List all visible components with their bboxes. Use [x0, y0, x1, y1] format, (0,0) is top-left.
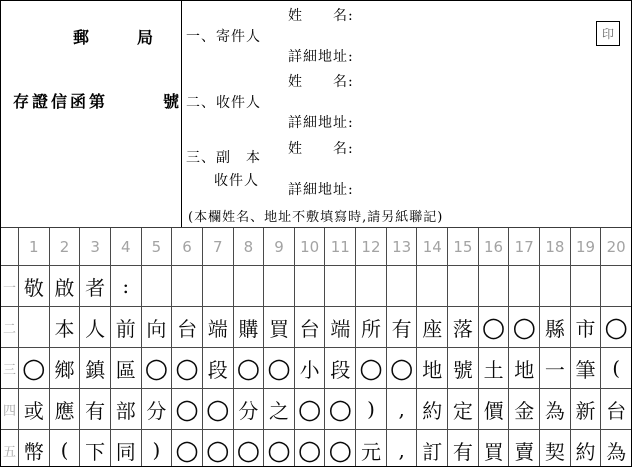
grid-cell[interactable]	[478, 266, 509, 306]
recipient-name-label: 姓 名:	[288, 74, 354, 90]
grid-cell: 段	[202, 348, 233, 388]
recipient-name-field	[288, 71, 591, 91]
grid-cell: ○	[263, 348, 294, 388]
grid-cell: 有	[447, 430, 478, 467]
grid-cell: 賣	[508, 430, 539, 467]
grid-cell: ,	[386, 430, 417, 467]
sender-address-label: 詳細地址:	[288, 49, 354, 65]
grid-cell: 小	[294, 348, 325, 388]
grid-cell: 之	[263, 389, 294, 429]
grid-column-number: 18	[539, 228, 570, 265]
grid-column-number: 6	[171, 228, 202, 265]
grid-cell: 前	[110, 307, 141, 347]
recipient-name-value[interactable]	[354, 72, 591, 86]
grid-cell: 區	[110, 348, 141, 388]
grid-column-number: 15	[447, 228, 478, 265]
grid-cell: 購	[233, 307, 264, 347]
post-office-title	[73, 25, 153, 48]
grid-column-number: 17	[508, 228, 539, 265]
grid-cell: 契	[539, 430, 570, 467]
grid-cell[interactable]	[171, 266, 202, 306]
grid-column-number: 7	[202, 228, 233, 265]
grid-cell: 鎮	[79, 348, 110, 388]
grid-column-number: 5	[141, 228, 172, 265]
grid-cell: 人	[79, 307, 110, 347]
grid-cell: ○	[294, 430, 325, 467]
sender-address-value[interactable]	[354, 47, 591, 61]
grid-cell[interactable]	[416, 266, 447, 306]
grid-cell[interactable]	[324, 266, 355, 306]
grid-column-number: 14	[416, 228, 447, 265]
grid-cell: ○	[600, 307, 631, 347]
grid-cell: 座	[416, 307, 447, 347]
grid-cell: 或	[18, 389, 49, 429]
grid-cell: 台	[171, 307, 202, 347]
grid-cell: 落	[447, 307, 478, 347]
grid-cell: 同	[110, 430, 141, 467]
grid-cell: ○	[18, 348, 49, 388]
grid-cell: 約	[570, 430, 601, 467]
grid-cell: 為	[600, 430, 631, 467]
sender-name-label: 姓 名:	[288, 8, 354, 24]
grid-row-label: 二	[2, 321, 16, 337]
grid-cell: ○	[294, 389, 325, 429]
grid-cell: 價	[478, 389, 509, 429]
grid-cell: )	[141, 430, 172, 467]
seal-stamp-box	[596, 21, 620, 46]
grid-cell[interactable]	[539, 266, 570, 306]
grid-cell: 敬	[18, 266, 49, 306]
grid-row-label: 五	[2, 444, 16, 460]
grid-cell: ○	[171, 430, 202, 467]
grid-cell: 段	[324, 348, 355, 388]
grid-cell[interactable]	[202, 266, 233, 306]
grid-cell: :	[110, 266, 141, 306]
grid-cell: 鄉	[49, 348, 80, 388]
post-office-char-2: 局	[136, 28, 153, 47]
grid-cell: ○	[508, 307, 539, 347]
grid-cell: (	[600, 348, 631, 388]
recipient-address-label: 詳細地址:	[288, 115, 354, 131]
grid-row	[1, 347, 631, 388]
grid-row	[1, 388, 631, 429]
grid-row-label: 四	[2, 403, 16, 419]
grid-cell: 地	[508, 348, 539, 388]
recipient-block	[186, 71, 591, 132]
grid-cell: 端	[324, 307, 355, 347]
grid-cell: 向	[141, 307, 172, 347]
grid-row	[1, 306, 631, 347]
grid-cell: 所	[355, 307, 386, 347]
grid-cell: 新	[570, 389, 601, 429]
grid-cell[interactable]	[18, 307, 49, 347]
grid-cell: 台	[600, 389, 631, 429]
grid-cell: 買	[263, 307, 294, 347]
grid-cell: 土	[478, 348, 509, 388]
post-office-panel	[1, 1, 182, 227]
overflow-instruction-note: (本欄姓名、地址不敷填寫時,請另紙聯記)	[188, 210, 444, 225]
grid-cell[interactable]	[386, 266, 417, 306]
grid-column-number: 13	[386, 228, 417, 265]
grid-cell: 台	[294, 307, 325, 347]
grid-cell: 啟	[49, 266, 80, 306]
grid-cell: 市	[570, 307, 601, 347]
grid-cell[interactable]	[294, 266, 325, 306]
grid-cell[interactable]	[233, 266, 264, 306]
copy-recipient-name-value[interactable]	[354, 139, 591, 153]
grid-cell: ,	[386, 389, 417, 429]
letter-number-line	[13, 89, 179, 112]
grid-cell: ○	[202, 389, 233, 429]
grid-column-number: 10	[294, 228, 325, 265]
grid-column-number: 19	[570, 228, 601, 265]
grid-cell[interactable]	[570, 266, 601, 306]
recipient-role-label: 二、收件人	[186, 94, 261, 111]
post-office-char-1: 郵	[73, 28, 90, 47]
grid-cell: 元	[355, 430, 386, 467]
grid-row	[1, 265, 631, 306]
copy-recipient-name-label: 姓 名:	[288, 141, 354, 157]
grid-cell: 縣	[539, 307, 570, 347]
grid-cell: 部	[110, 389, 141, 429]
grid-cell: 約	[416, 389, 447, 429]
grid-cell: ○	[171, 389, 202, 429]
sender-block	[186, 5, 591, 66]
parties-panel	[182, 1, 631, 227]
grid-cell: ○	[171, 348, 202, 388]
grid-row-label: 三	[2, 362, 16, 378]
grid-column-number: 4	[110, 228, 141, 265]
grid-cell: 下	[79, 430, 110, 467]
grid-cell: 端	[202, 307, 233, 347]
grid-column-number: 3	[79, 228, 110, 265]
grid-cell: 買	[478, 430, 509, 467]
grid-cell: 地	[416, 348, 447, 388]
grid-cell: ○	[324, 389, 355, 429]
grid-cell: ○	[233, 430, 264, 467]
sender-name-value[interactable]	[354, 6, 591, 20]
grid-cell[interactable]	[355, 266, 386, 306]
copy-recipient-block	[186, 138, 591, 199]
grid-column-number: 9	[263, 228, 294, 265]
grid-cell: 有	[386, 307, 417, 347]
grid-column-number: 20	[600, 228, 631, 265]
grid-column-number: 2	[49, 228, 80, 265]
grid-cell[interactable]	[141, 266, 172, 306]
grid-cell: 為	[539, 389, 570, 429]
grid-cell: ○	[386, 348, 417, 388]
grid-cell: ○	[202, 430, 233, 467]
grid-cell: 有	[79, 389, 110, 429]
grid-row-label: 一	[2, 280, 16, 296]
copy-recipient-role-label: 三、副 本 收件人	[186, 150, 261, 189]
grid-cell: )	[355, 389, 386, 429]
grid-cell: 筆	[570, 348, 601, 388]
grid-cell: 分	[141, 389, 172, 429]
grid-cell[interactable]	[508, 266, 539, 306]
grid-cell: 分	[233, 389, 264, 429]
grid-column-number: 1	[18, 228, 49, 265]
copy-recipient-address-label: 詳細地址:	[288, 182, 354, 198]
copy-recipient-name-field	[288, 138, 591, 158]
form-header-section	[1, 1, 631, 228]
recipient-address-value[interactable]	[354, 113, 591, 127]
grid-cell: 幣	[18, 430, 49, 467]
grid-cell: 本	[49, 307, 80, 347]
sender-role-label: 一、寄件人	[186, 28, 261, 45]
grid-cell: 者	[79, 266, 110, 306]
sender-name-field	[288, 5, 591, 25]
grid-cell: ○	[141, 348, 172, 388]
recipient-address-field	[288, 112, 591, 132]
grid-column-number: 11	[324, 228, 355, 265]
grid-column-number: 8	[233, 228, 264, 265]
grid-cell[interactable]	[600, 266, 631, 306]
grid-cell: (	[49, 430, 80, 467]
grid-cell: 一	[539, 348, 570, 388]
grid-corner-cell	[1, 228, 18, 265]
grid-cell: ○	[355, 348, 386, 388]
seal-label: 印	[601, 27, 614, 41]
grid-cell: ○	[263, 430, 294, 467]
grid-cell[interactable]	[447, 266, 478, 306]
grid-cell: ○	[478, 307, 509, 347]
grid-header-row	[1, 228, 631, 265]
sender-address-field	[288, 46, 591, 66]
grid-cell: 訂	[416, 430, 447, 467]
letter-number-suffix: 號	[162, 92, 179, 111]
grid-cell: ○	[324, 430, 355, 467]
grid-cell: 金	[508, 389, 539, 429]
grid-cell: 號	[447, 348, 478, 388]
grid-column-number: 12	[355, 228, 386, 265]
grid-cell[interactable]	[263, 266, 294, 306]
grid-cell: 定	[447, 389, 478, 429]
grid-cell: 應	[49, 389, 80, 429]
copy-recipient-address-field	[288, 179, 591, 199]
grid-cell: ○	[233, 348, 264, 388]
letter-number-prefix: 存證信函第	[13, 92, 109, 111]
copy-recipient-address-value[interactable]	[354, 180, 591, 194]
grid-column-number: 16	[478, 228, 509, 265]
character-grid	[1, 228, 631, 467]
grid-row	[1, 429, 631, 467]
